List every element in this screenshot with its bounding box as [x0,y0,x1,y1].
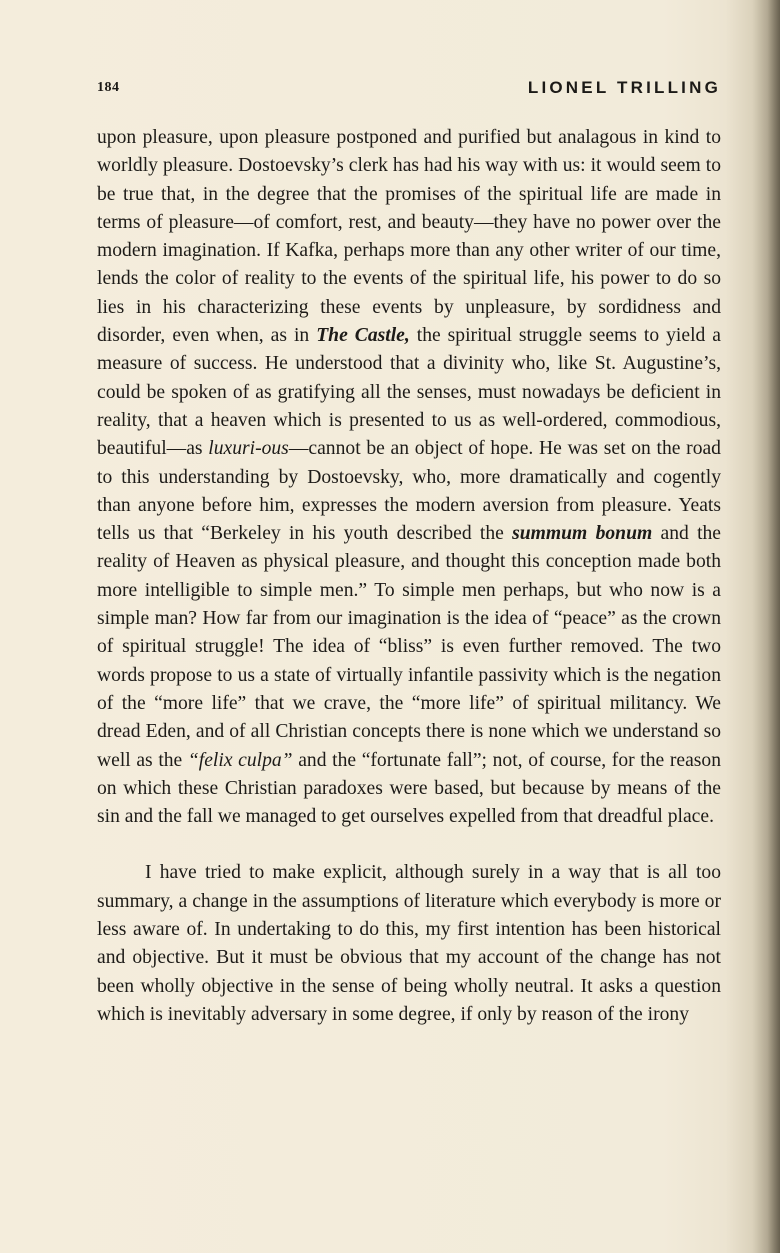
italic-felix-culpa: “felix culpa” [187,749,293,771]
body-text [97,124,721,1029]
paragraph-1 [97,124,721,831]
text-run: and the “fortunate fall”; not, of course, for the reason on which these Christian paradoxes were based, but because by means of the sin and the fall we managed to get ourselves expelled from that dreadful place. [97,749,721,828]
running-head [97,76,721,102]
paragraph-2: I have tried to make explicit, although surely in a way that is all too summary, a change in the assumptions of literature which everybody is more or less aware of. In undertaking to do this, my first intention has been historical and objective. But it must be obvious that my account of the change has not been wholly objective in the sense of being wholly neutral. It asks a question which is inevitably adversary in some degree, if only by reason of the irony [97,862,721,1025]
text-run: the spiritual struggle seems to yield a measure of success. He understood that a divinity who, like St. Augustine’s, could be spoken of as gratifying all the senses, must nowadays be deficient in reality, that a heaven which is presented to us as well-ordered, commodious, beautiful—as [97,325,722,460]
italic-luxurious: luxuri-ous [208,438,289,460]
text-run: and the reality of Heaven as physical pleasure, and thought this conception made both more intelligible to simple men.” To simple men perhaps, but who now is a simple man? How far from our imagination is the idea of “peace” as the crown of spiritual struggle! The idea of “bliss” is even further removed. The two words propose to us a state of virtually infantile passivity which is the negation of the “more life” that we crave, the “more life” of spiritual militancy. We dread Eden, and of all Christian concepts there is none which we understand so well as the [97,523,722,771]
book-title-the-castle: The Castle, [316,325,410,347]
page-edge-shadow [752,0,780,1253]
italic-summum-bonum: summum bonum [512,523,653,545]
page-number: 184 [97,80,120,95]
text-run: upon pleasure, upon pleasure postponed and purified but analagous in kind to worldly pleasure. Dostoevsky’s clerk has had his way with us: it would seem to be true that, in the degree that the promises of the spiritual life are made in terms of pleasure—of comfort, rest, and beauty—they have no power over the modern imagination. If Kafka, perhaps more than any other writer of our time, lends the color of reality to the events of the spiritual life, his power to do so lies in his characterizing these events by unpleasure, by sordidness and disorder, even when, as in [97,127,721,347]
running-head-author: LIONEL TRILLING [527,78,721,97]
text-run: —cannot be an object of hope. He was set on the road to this understanding by Dostoevsky, who, more dramatically and cogently than anyone before him, expresses the modern aversion from pleasure. Yeats tells us that “Berkeley in his youth described the [97,438,721,545]
